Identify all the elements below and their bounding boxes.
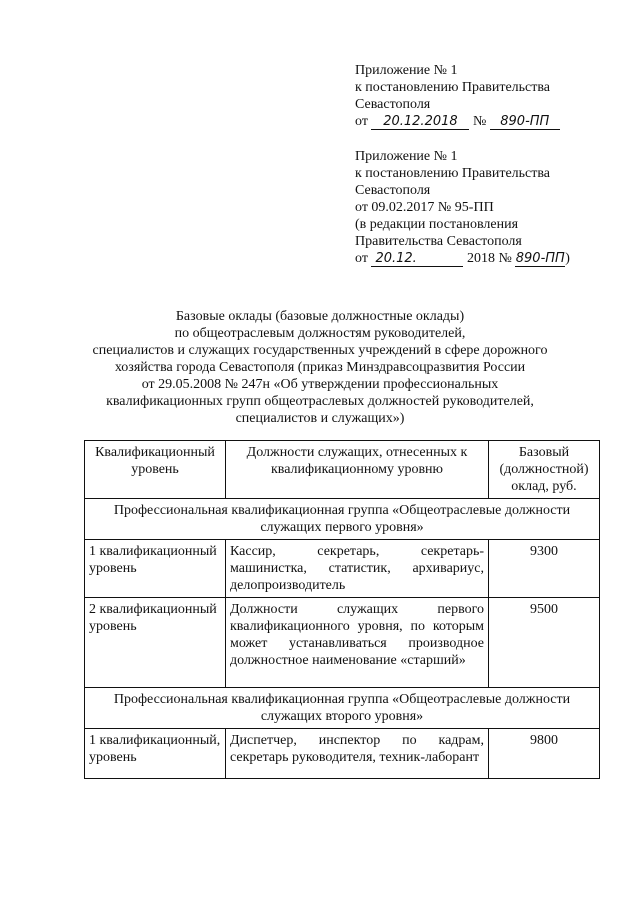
appendix-original-line3: Севастополя	[355, 183, 431, 198]
appendix-original-line5: (в редакции постановления	[355, 217, 519, 232]
salary-cell: 9500	[489, 598, 600, 688]
handwritten-number: 890-ПП	[490, 114, 560, 130]
level-cell: 1 квалификационный уровень	[85, 540, 226, 598]
handwritten-date: 20.12.	[371, 251, 463, 267]
appendix-original-line4: от 09.02.2017 № 95-ПП	[355, 200, 494, 215]
salary-table	[84, 440, 600, 779]
table-row	[85, 729, 600, 779]
title-line: квалификационных групп общеотраслевых должностей руководителей,	[106, 394, 534, 409]
appendix-current	[355, 62, 615, 130]
appendix-current-line3: Севастополя	[355, 97, 431, 112]
table-header-row	[85, 441, 600, 499]
positions-cell: Кассир, секретарь, секретарь-машинистка, статистик, архивариус, делопроизводитель	[226, 540, 489, 598]
title-line: Базовые оклады (базовые должностные оклады)	[175, 309, 465, 324]
group-title: Профессиональная квалификационная группа «Общеотраслевые должности служащих первого уровня»	[85, 499, 600, 540]
title-line: специалистов и служащих»)	[235, 411, 405, 426]
document-title	[40, 308, 600, 427]
handwritten-date: 20.12.2018	[371, 114, 469, 130]
appendix-current-line1: Приложение № 1	[355, 63, 458, 78]
header-positions: Должности служащих, отнесенных к квалификационному уровню	[226, 441, 489, 499]
appendix-current-date-line	[355, 113, 615, 130]
group-title: Профессиональная квалификационная группа «Общеотраслевые должности служащих второго уровня»	[85, 688, 600, 729]
title-line: специалистов и служащих государственных учреждений в сфере дорожного	[92, 343, 548, 358]
title-line: от 29.05.2008 № 247н «Об утверждении профессиональных	[141, 377, 499, 392]
salary-cell: 9300	[489, 540, 600, 598]
appendix-original-date-line	[355, 250, 615, 267]
table-row	[85, 540, 600, 598]
number-label: №	[472, 114, 487, 129]
appendix-original-line1: Приложение № 1	[355, 149, 458, 164]
from-label: от	[355, 251, 368, 266]
positions-cell: Должности служащих первого квалификационного уровня, по которым может устанавливаться производное должностное наименование «старший»	[226, 598, 489, 688]
header-level: Квалификационный уровень	[85, 441, 226, 499]
group-row	[85, 499, 600, 540]
salary-cell: 9800	[489, 729, 600, 779]
header-salary: Базовый (должностной) оклад, руб.	[489, 441, 600, 499]
positions-cell: Диспетчер, инспектор по кадрам, секретарь руководителя, техник-лаборант	[226, 729, 489, 779]
table-row	[85, 598, 600, 688]
title-line: хозяйства города Севастополя (приказ Минздравсоцразвития России	[114, 360, 526, 375]
appendix-original-line2: к постановлению Правительства	[355, 166, 551, 181]
handwritten-number: 890-ПП	[515, 251, 565, 266]
group-row	[85, 688, 600, 729]
appendix-current-line2: к постановлению Правительства	[355, 80, 551, 95]
level-cell: 1 квалификационный, уровень	[85, 729, 226, 779]
appendix-original	[355, 148, 615, 267]
level-cell: 2 квалификационный уровень	[85, 598, 226, 688]
year-label: 2018 №	[466, 251, 512, 266]
closing-paren: )	[565, 251, 570, 266]
appendix-original-line6: Правительства Севастополя	[355, 234, 522, 249]
title-line: по общеотраслевым должностям руководителей,	[174, 326, 466, 341]
from-label: от	[355, 114, 368, 129]
